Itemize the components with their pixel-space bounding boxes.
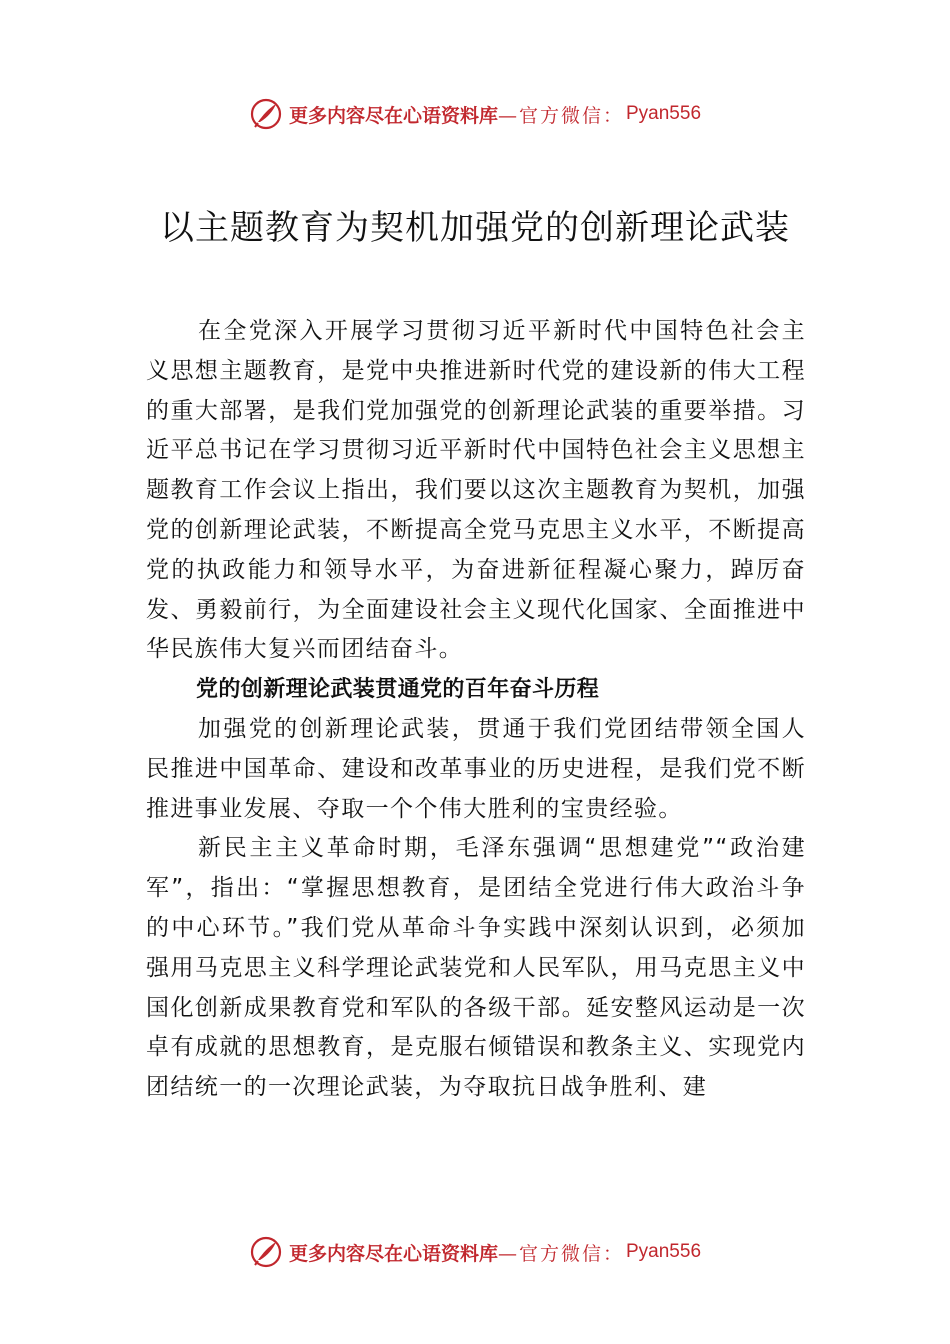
- banner-wechat-id: Pyan556: [626, 103, 702, 124]
- paragraph-intro: 在全党深入开展学习贯彻习近平新时代中国特色社会主义思想主题教育，是党中央推进新时代党的建设新的伟大工程的重大部署，是我们党加强党的创新理论武装的重要举措。习近平总书记在学习贯彻习近平新时代中国特色社会主义思想主题教育工作会议上指出，我们要以这次主题教育为契机，加强党的创新理论武装，不断提高全党马克思主义水平，不断提高党的执政能力和领导水平，为奋进新征程凝心聚力，踔厉奋发、勇毅前行，为全面建设社会主义现代化国家、全面推进中华民族伟大复兴而团结奋斗。: [146, 318, 806, 663]
- document-body: [146, 312, 806, 1108]
- banner-main-text: 更多内容尽在心语资料库: [288, 1242, 498, 1265]
- paragraph-section-intro: 加强党的创新理论武装，贯通于我们党团结带领全国人民推进中国革命、建设和改革事业的历史进程，是我们党不断推进事业发展、夺取一个个伟大胜利的宝贵经验。: [146, 715, 806, 822]
- paragraph-history: 新民主主义革命时期，毛泽东强调“思想建党”“政治建军”，指出：“掌握思想教育，是团结全党进行伟大政治斗争的中心环节。”我们党从革命斗争实践中深刻认识到，必须加强用马克思主义科学理论武装党和人民军队，用马克思主义中国化创新成果教育党和军队的各级干部。延安整风运动是一次卓有成就的思想教育，是克服右倾错误和教条主义、实现党内团结统一的一次理论武装，为夺取抗日战争胜利、建: [146, 835, 806, 1101]
- header-banner: [0, 94, 950, 134]
- banner-wechat-id: Pyan556: [626, 1241, 702, 1262]
- section-heading: 党的创新理论武装贯通党的百年奋斗历程: [196, 677, 600, 703]
- footer-banner: [0, 1232, 950, 1272]
- banner-sub-text: —官方微信：: [497, 1242, 624, 1265]
- banner-main-text: 更多内容尽在心语资料库: [288, 104, 498, 127]
- quill-logo-icon: [249, 1235, 283, 1269]
- document-title: 以主题教育为契机加强党的创新理论武装: [160, 208, 790, 248]
- banner-sub-text: —官方微信：: [497, 104, 624, 127]
- quill-logo-icon: [249, 97, 283, 131]
